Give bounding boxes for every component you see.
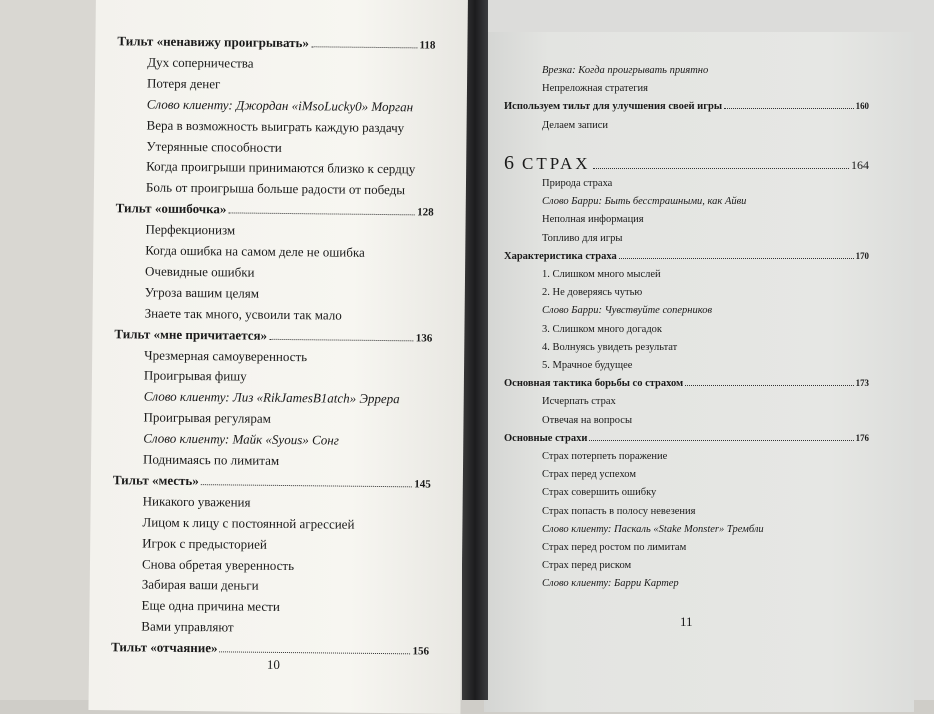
- entry-title: Вера в возможность выиграть каждую раздачу: [146, 117, 405, 135]
- entry-title: Еще одна причина мести: [141, 597, 280, 615]
- chapter-number: 6: [504, 151, 514, 174]
- toc-entry: [504, 396, 869, 414]
- page-ref: 128: [417, 206, 434, 219]
- toc-section: [504, 101, 869, 119]
- toc-entry: [504, 324, 869, 342]
- toc-entry: [504, 65, 869, 83]
- entry-title: Слово Барри: Быть бесстрашными, как Айви: [542, 196, 747, 208]
- dot-leader: [724, 108, 854, 109]
- toc-entry: [504, 120, 869, 138]
- entry-title: Тильт «ошибочка»: [115, 200, 227, 217]
- toc-entry: [504, 560, 869, 578]
- toc-entry: [504, 178, 869, 196]
- entry-title: Тильт «мне причитается»: [114, 325, 268, 343]
- page-ref: 176: [855, 432, 869, 443]
- entry-title: Слово клиенту: Лиз «RikJamesB1atch» Эррера: [143, 388, 400, 407]
- toc-entry: [504, 233, 869, 251]
- entry-title: Топливо для игры: [542, 232, 623, 244]
- toc-entry: [504, 214, 869, 232]
- entry-title: Перфекционизм: [145, 221, 236, 238]
- entry-title: Слово клиенту: Джордан «iMsoLucky0» Морган: [146, 96, 414, 115]
- entry-title: Потеря денег: [146, 75, 221, 92]
- entry-title: Страх перед риском: [542, 560, 632, 572]
- entry-title: Игрок с предысторией: [142, 535, 267, 552]
- toc-entry: [504, 269, 869, 287]
- entry-title: Угроза вашим целям: [144, 284, 260, 301]
- page-ref: 145: [414, 478, 431, 491]
- dot-leader: [201, 484, 412, 487]
- left-page: [88, 0, 468, 714]
- dot-leader: [269, 338, 414, 341]
- dot-leader: [311, 46, 418, 48]
- entry-title: Дух соперничества: [147, 54, 254, 71]
- page-ref: 173: [855, 378, 869, 389]
- entry-title: Слово клиенту: Барри Картер: [542, 578, 679, 590]
- entry-title: СТРАХ: [522, 153, 591, 173]
- page-ref: 156: [412, 645, 430, 658]
- entry-title: Никакого уважения: [142, 493, 251, 510]
- entry-title: Слово клиенту: Майк «Syous» Сонг: [143, 430, 339, 448]
- toc-entry: [504, 305, 869, 323]
- page-ref: 160: [855, 101, 869, 112]
- entry-title: Отвечая на вопросы: [542, 414, 632, 426]
- entry-title: Слово клиенту: Паскаль «Stake Monster» Трембли: [542, 523, 764, 535]
- toc-entry: [504, 506, 869, 524]
- entry-title: Страх попасть в полосу невезения: [542, 505, 696, 517]
- entry-title: 3. Слишком много догадок: [542, 323, 663, 335]
- entry-title: Боль от проигрыша больше радости от победы: [145, 179, 406, 198]
- page-number: 11: [680, 614, 693, 629]
- toc-entry: [504, 360, 869, 378]
- entry-title: Тильт «отчаяние»: [111, 639, 218, 656]
- entry-title: Поднимаясь по лимитам: [143, 451, 280, 468]
- entry-title: Утерянные способности: [146, 138, 282, 155]
- entry-title: Страх перед ростом по лимитам: [542, 542, 687, 553]
- entry-title: Лицом к лицу с постоянной агрессией: [142, 514, 355, 532]
- entry-title: Когда проигрыши принимаются близко к сердцу: [146, 158, 416, 177]
- toc-section: [504, 433, 869, 451]
- dot-leader: [589, 440, 853, 441]
- entry-title: Врезка: Когда проигрывать приятно: [542, 65, 709, 76]
- page-number: 10: [266, 656, 281, 672]
- toc-entry: [504, 196, 869, 214]
- entry-title: 4. Волнуясь увидеть результат: [542, 341, 678, 353]
- entry-title: Основные страхи: [504, 432, 588, 444]
- entry-title: 5. Мрачное будущее: [542, 360, 633, 371]
- entry-title: Чрезмерная самоуверенность: [144, 347, 308, 364]
- entry-title: Характеристика страха: [504, 250, 617, 262]
- toc-entry: [504, 487, 869, 505]
- entry-title: Исчерпать страх: [542, 396, 616, 408]
- entry-title: Страх перед успехом: [542, 469, 636, 481]
- entry-title: 2. Не доверяясь чутью: [542, 287, 643, 299]
- entry-title: Страх потерпеть поражение: [542, 451, 668, 462]
- entry-title: 1. Слишком много мыслей: [542, 269, 661, 280]
- toc-chapter: [504, 151, 869, 174]
- toc-entry: [504, 578, 869, 596]
- entry-title: Очевидные ошибки: [144, 263, 255, 280]
- toc-entry: [504, 287, 869, 305]
- toc-entry: [504, 83, 869, 101]
- entry-title: Делаем записи: [542, 119, 608, 131]
- entry-title: Непреложная стратегия: [542, 83, 649, 95]
- entry-title: Основная тактика борьбы со страхом: [504, 378, 684, 390]
- entry-title: Природа страха: [542, 178, 613, 189]
- dot-leader: [619, 258, 854, 259]
- entry-title: Снова обретая уверенность: [141, 556, 295, 573]
- dot-leader: [593, 168, 849, 169]
- toc-entry: [504, 542, 869, 560]
- toc-entry: [504, 451, 869, 469]
- entry-title: Проигрывая фишу: [143, 367, 247, 384]
- entry-title: Неполная информация: [542, 214, 644, 226]
- toc-section: [111, 639, 429, 663]
- dot-leader: [220, 651, 411, 654]
- entry-title: Тильт «месть»: [112, 472, 199, 488]
- entry-title: Тильт «ненавижу проигрывать»: [117, 33, 310, 51]
- entry-title: Страх совершить ошибку: [542, 487, 657, 499]
- dot-leader: [228, 213, 415, 216]
- right-page: [484, 32, 914, 712]
- entry-title: Слово Барри: Чувствуйте соперников: [542, 305, 713, 317]
- page-ref: 136: [415, 331, 433, 345]
- page-ref: 118: [419, 39, 436, 52]
- entry-title: Забирая ваши деньги: [141, 576, 259, 594]
- toc-section: [504, 251, 869, 269]
- entry-title: Используем тильт для улучшения своей игры: [504, 101, 723, 113]
- toc-entry: [504, 342, 869, 360]
- page-ref: 170: [855, 250, 869, 261]
- dot-leader: [685, 385, 853, 386]
- toc-entry: [504, 469, 869, 487]
- background: [0, 0, 100, 700]
- entry-title: Проигрывая регулярам: [143, 409, 271, 427]
- toc-section: [504, 378, 869, 396]
- entry-title: Вами управляют: [141, 618, 234, 635]
- toc-entry: [504, 524, 869, 542]
- toc-entry: [504, 415, 869, 433]
- page-ref: 164: [851, 157, 869, 172]
- entry-title: Знаете так много, усвоили так мало: [144, 305, 342, 323]
- entry-title: Когда ошибка на самом деле не ошибка: [145, 242, 365, 260]
